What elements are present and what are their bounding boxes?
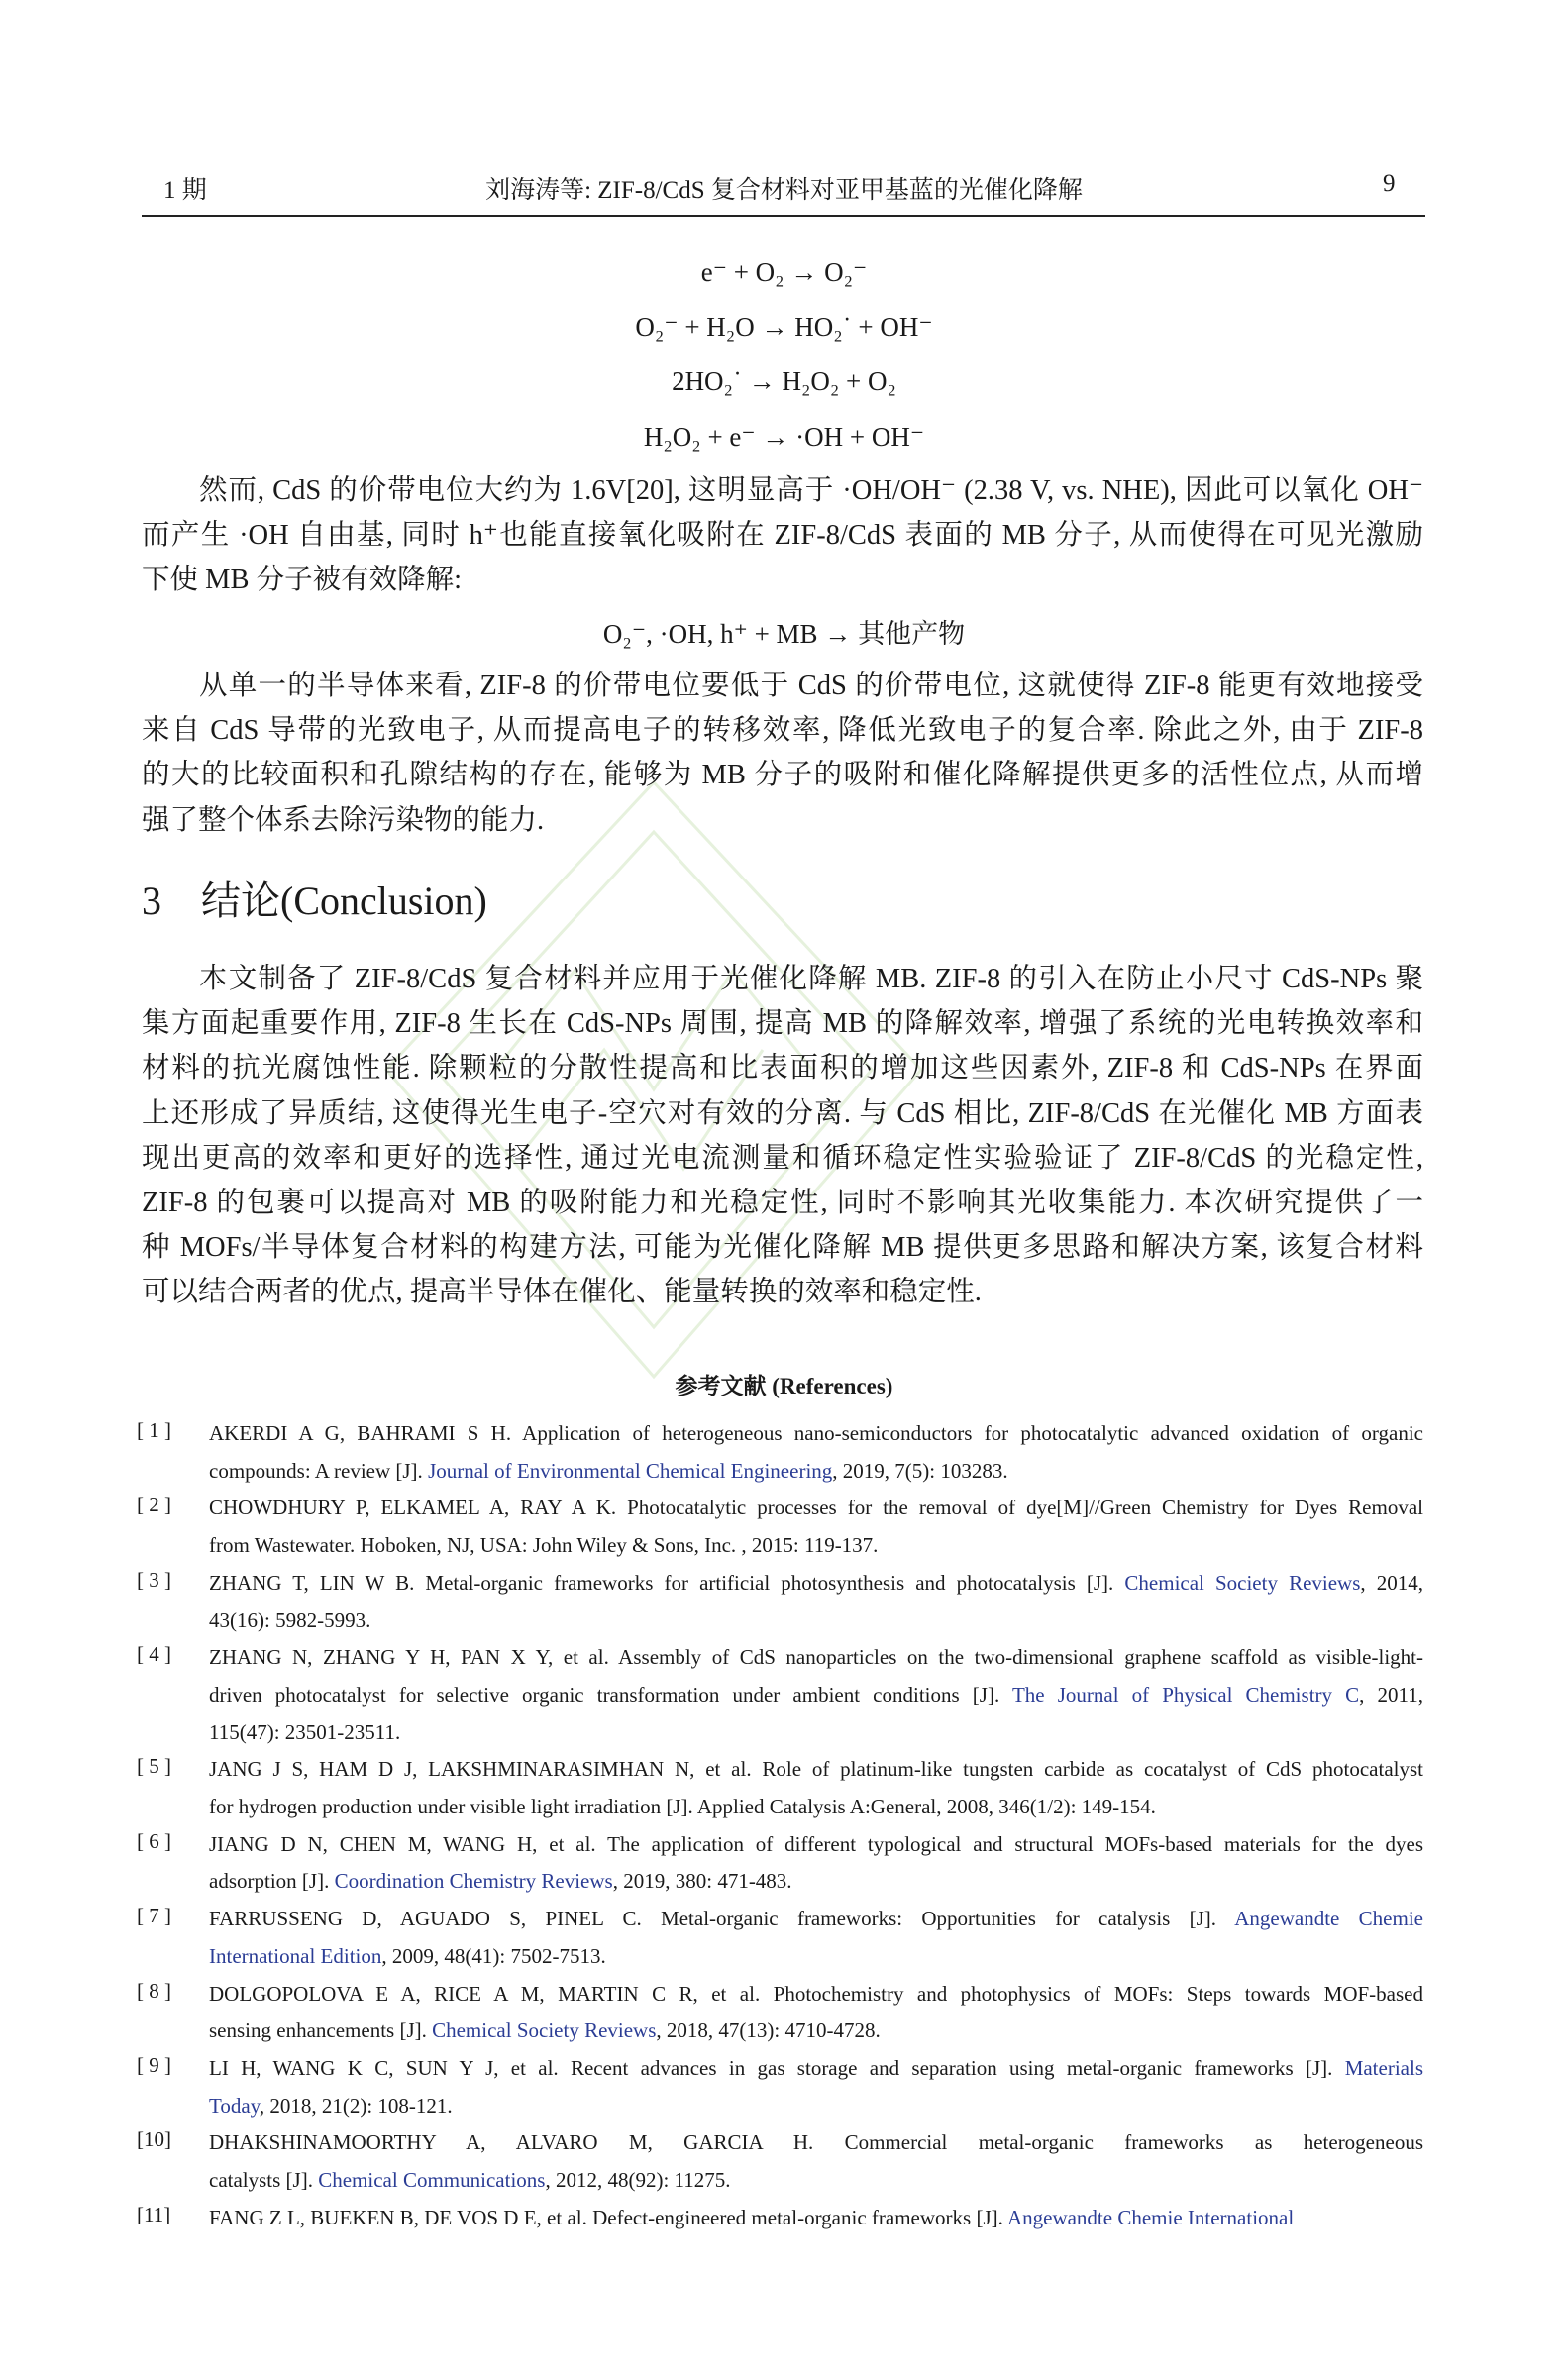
paragraph-line: 来自 CdS 导带的光致电子, 从而提高电子的转移效率, 降低光致电子的复合率. 除此之外, 由于 ZIF-8: [142, 715, 1423, 747]
reference-line: [209, 1792, 1423, 1821]
reference-line: [209, 1866, 1423, 1896]
paragraph-line: 材料的抗光腐蚀性能. 除颗粒的分散性提高和比表面积的增加这些因素外, ZIF-8 和 CdS-NPs 在界面: [142, 1053, 1423, 1085]
paragraph-line: 现出更高的效率和更好的选择性, 通过光电流测量和循环稳定性实验验证了 ZIF-8/CdS 的光稳定性,: [142, 1142, 1423, 1174]
reference-line: [209, 2127, 1423, 2157]
reference-text: , 2009, 48(41): 7502-7513.: [381, 1943, 606, 1968]
reference-number: [10]: [137, 2127, 171, 2152]
paragraph-line: 下使 MB 分子被有效降解:: [142, 565, 463, 596]
paragraph-line: 上还形成了异质结, 这使得光生电子-空穴对有效的分离. 与 CdS 相比, ZIF-8/CdS 在光催化 MB 方面表: [142, 1097, 1423, 1129]
reference-number: [ 7 ]: [137, 1904, 171, 1928]
reference-text: LI H, WANG K C, SUN Y J, et al. Recent advances in gas storage and separation using metal-organic frameworks [J].: [209, 2055, 1345, 2080]
reference-text: , 2014,: [1360, 1570, 1423, 1595]
reference-line: [209, 1456, 1423, 1486]
paragraph-line: 本文制备了 ZIF-8/CdS 复合材料并应用于光催化降解 MB. ZIF-8 的引入在防止小尺寸 CdS-NPs 聚: [199, 964, 1423, 994]
journal-link[interactable]: International Edition: [209, 1943, 382, 1968]
journal-link[interactable]: Materials: [1344, 2055, 1423, 2080]
reference-line: [209, 1754, 1423, 1784]
reference-text: ZHANG T, LIN W B. Metal-organic frameworks for artificial photosynthesis and photocatalysis [J].: [209, 1570, 1125, 1595]
paragraph-line: 的大的比较面积和孔隙结构的存在, 能够为 MB 分子的吸附和催化降解提供更多的活性位点, 从而增: [142, 760, 1423, 791]
reference-number: [ 1 ]: [137, 1418, 171, 1442]
equation: e⁻ + O₂ → O₂⁻: [700, 258, 868, 287]
reference-text: , 2012, 48(92): 11275.: [545, 2168, 731, 2192]
reference-line: [209, 1829, 1423, 1859]
journal-link[interactable]: Coordination Chemistry Reviews: [334, 1869, 613, 1894]
paragraph-line: 从单一的半导体来看, ZIF-8 的价带电位要低于 CdS 的价带电位, 这就使得 ZIF-8 能更有效地接受: [199, 671, 1423, 701]
reference-number: [ 6 ]: [137, 1828, 171, 1853]
header-rule: [142, 215, 1425, 217]
journal-link[interactable]: Angewandte Chemie International: [1006, 2205, 1295, 2229]
reference-text: CHOWDHURY P, ELKAMEL A, RAY A K. Photocatalytic processes for the removal of dye[M]//Green Chemistry for Dyes Removal: [209, 1496, 1423, 1520]
reference-text: , 2011,: [1359, 1682, 1423, 1707]
issue-number: 1 期: [163, 177, 207, 204]
reference-line: [209, 1605, 1423, 1635]
reference-text: , 2019, 7(5): 103283.: [832, 1458, 1008, 1483]
journal-link[interactable]: Journal of Environmental Chemical Engineering: [428, 1458, 833, 1483]
reference-number: [ 8 ]: [137, 1978, 171, 2003]
journal-link[interactable]: Chemical Society Reviews: [1124, 1570, 1361, 1595]
reference-number: [ 2 ]: [137, 1493, 171, 1517]
reference-line: [209, 1418, 1423, 1448]
running-title: 刘海涛等: ZIF-8/CdS 复合材料对亚甲基蓝的光催化降解: [485, 177, 1083, 204]
reference-line: [209, 2016, 1423, 2045]
reference-line: [209, 1568, 1423, 1598]
section-heading: 3 结论(Conclusion): [142, 879, 487, 923]
reference-text: DOLGOPOLOVA E A, RICE A M, MARTIN C R, et al. Photochemistry and photophysics of MOFs: Steps towards MOF-based: [209, 1981, 1423, 2006]
paragraph-line: 然而, CdS 的价带电位大约为 1.6V[20], 这明显高于 ·OH/OH⁻ (2.38 V, vs. NHE), 因此可以氧化 OH⁻: [199, 475, 1423, 506]
reaction-equation: O₂⁻, ·OH, h⁺ + MB → 其他产物: [602, 619, 966, 649]
reference-text: from Wastewater. Hoboken, NJ, USA: John Wiley & Sons, Inc. , 2015: 119-137.: [209, 1533, 879, 1558]
reference-line: [209, 2203, 1423, 2232]
reference-text: , 2019, 380: 471-483.: [612, 1869, 792, 1894]
reference-text: JIANG D N, CHEN M, WANG H, et al. The application of different typological and structural MOFs-based materials for the dyes: [209, 1831, 1423, 1856]
journal-link[interactable]: Chemical Communications: [318, 2168, 546, 2192]
paragraph-line: 而产生 ·OH 自由基, 同时 h⁺也能直接氧化吸附在 ZIF-8/CdS 表面的 MB 分子, 从而使得在可见光激励: [142, 520, 1423, 552]
reference-text: driven photocatalyst for selective organic transformation under ambient conditions [J].: [209, 1682, 1012, 1707]
reference-line: [209, 2165, 1423, 2195]
reference-line: [209, 2053, 1423, 2083]
equation: H₂O₂ + e⁻ → ·OH + OH⁻: [643, 422, 925, 452]
reference-text: , 2018, 47(13): 4710-4728.: [656, 2018, 881, 2043]
reference-line: [209, 1717, 1423, 1747]
reference-number: [ 3 ]: [137, 1567, 171, 1592]
reference-line: [209, 2091, 1423, 2120]
reference-text: JANG J S, HAM D J, LAKSHMINARASIMHAN N, et al. Role of platinum-like tungsten carbide as cocatalyst of CdS photocatalyst: [209, 1757, 1423, 1782]
reference-line: [209, 1979, 1423, 2009]
reference-line: [209, 1642, 1423, 1672]
reference-text: FANG Z L, BUEKEN B, DE VOS D E, et al. Defect-engineered metal-organic frameworks [J].: [209, 2205, 1007, 2229]
journal-link[interactable]: Angewandte Chemie: [1234, 1907, 1423, 1931]
paragraph-line: 种 MOFs/半导体复合材料的构建方法, 可能为光催化降解 MB 提供更多思路和解决方案, 该复合材料: [142, 1232, 1423, 1264]
journal-link[interactable]: Chemical Society Reviews: [432, 2018, 657, 2043]
reference-text: AKERDI A G, BAHRAMI S H. Application of heterogeneous nano-semiconductors for photocatalytic advanced oxidation of organic: [209, 1421, 1423, 1445]
reference-text: compounds: A review [J].: [209, 1458, 429, 1483]
equation: O₂⁻ + H₂O → HO₂˙ + OH⁻: [635, 312, 933, 342]
reference-line: [209, 1530, 1423, 1560]
journal-link[interactable]: Today: [209, 2093, 260, 2118]
reference-line: [209, 1941, 1423, 1971]
reference-text: FARRUSSENG D, AGUADO S, PINEL C. Metal-organic frameworks: Opportunities for catalysis [J].: [209, 1907, 1235, 1931]
reference-number: [ 5 ]: [137, 1754, 171, 1779]
reference-text: 43(16): 5982-5993.: [209, 1607, 371, 1632]
page-number: 9: [1383, 170, 1396, 197]
reference-text: 115(47): 23501-23511.: [209, 1719, 401, 1744]
paragraph-line: ZIF-8 的包裹可以提高对 MB 的吸附能力和光稳定性, 同时不影响其光收集能力. 本次研究提供了一: [142, 1188, 1423, 1218]
reference-text: for hydrogen production under visible light irradiation [J]. Applied Catalysis A:General, 2008, 346(1/2): 149-154.: [209, 1795, 1156, 1818]
reference-text: sensing enhancements [J].: [209, 2018, 433, 2043]
paragraph-line: 集方面起重要作用, ZIF-8 生长在 CdS-NPs 周围, 提高 MB 的降解效率, 增强了系统的光电转换效率和: [142, 1008, 1423, 1040]
equation: 2HO₂˙ → H₂O₂ + O₂: [672, 366, 896, 396]
reference-number: [11]: [137, 2202, 171, 2226]
reference-text: ZHANG N, ZHANG Y H, PAN X Y, et al. Assembly of CdS nanoparticles on the two-dimensional graphene scaffold as visible-light-: [209, 1645, 1423, 1670]
reference-text: catalysts [J].: [209, 2168, 319, 2192]
journal-link[interactable]: The Journal of Physical Chemistry C: [1011, 1682, 1360, 1707]
paragraph-line: 强了整个体系去除污染物的能力.: [142, 804, 545, 836]
reference-line: [209, 1680, 1423, 1709]
reference-text: , 2018, 21(2): 108-121.: [259, 2093, 453, 2118]
reference-line: [209, 1493, 1423, 1522]
reference-number: [ 4 ]: [137, 1642, 171, 1667]
reference-text: adsorption [J].: [209, 1869, 335, 1894]
reference-text: DHAKSHINAMOORTHY A, ALVARO M, GARCIA H. Commercial metal-organic frameworks as heterogeneous: [209, 2130, 1423, 2155]
reference-line: [209, 1904, 1423, 1933]
references-heading: 参考文献 (References): [675, 1374, 893, 1398]
reference-number: [ 9 ]: [137, 2052, 171, 2077]
paragraph-line: 可以结合两者的优点, 提高半导体在催化、能量转换的效率和稳定性.: [142, 1277, 982, 1308]
